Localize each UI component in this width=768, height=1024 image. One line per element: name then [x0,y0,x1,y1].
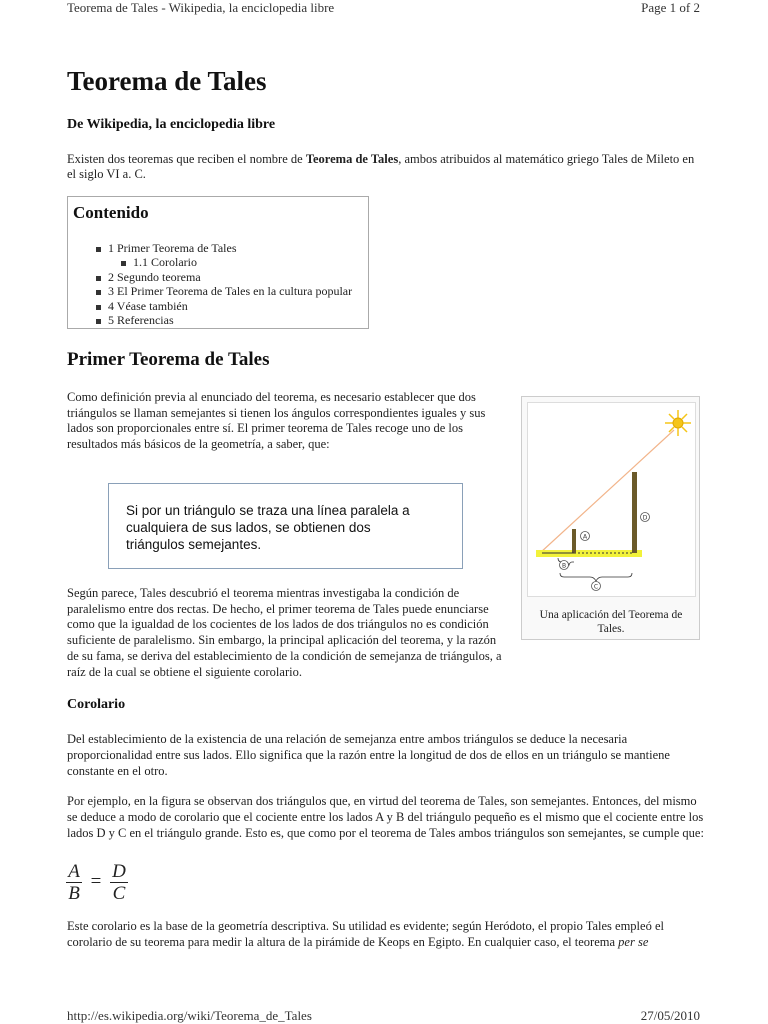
toc-item-referencias[interactable]: 5 Referencias [95,313,352,327]
toc-title: Contenido [73,203,149,222]
large-pole [632,472,637,553]
intro-text-after: , ambos atribuidos al matemático griego Tales de Mileto en el siglo VI a. C. [67,152,695,181]
sun-ray [540,430,674,553]
section-heading-primer-teorema: Primer Teorema de Tales [67,349,270,370]
site-subtitle: De Wikipedia, la enciclopedia libre [67,117,276,132]
ratio-formula [66,862,131,904]
label-a-marker [581,532,590,541]
toc-item-corolario[interactable]: 1.1 Corolario [95,255,352,269]
per-se-italic: per se [618,935,649,949]
label-c-marker [592,582,601,591]
print-footer-date: 27/05/2010 [640,1008,700,1023]
corolario-paragraph-1: Del establecimiento de la existencia de una relación de semejanza entre ambos triángulos se deduce la necesaria proporcionalidad entre sus lados. Ello significa que la razón entre la longitud de dos de ellos en un triángulo se mantiene constante en el otro. [67,732,670,778]
history-paragraph: Según parece, Tales descubrió el teorema mientras investigaba la condición de paralelismo entre dos rectas. De hecho, el primer teorema de Tales puede enunciarse como que la igualdad de los cocientes de los lados de dos triángulos no es condición suficiente de paralelismo. Sin embargo, la principal aplicación del teorema, y la razón de su fama, se deriva del establecimiento de la condición de semejanza de triángulos, a raíz de la cual se obtiene el siguiente corolario. [67,586,502,679]
label-c: C [593,583,599,591]
intro-paragraph [67,152,697,182]
toc-item-cultura-popular[interactable]: 3 El Primer Teorema de Tales en la cultura popular [95,284,352,298]
theorem-statement: Si por un triángulo se traza una línea paralela a cualquiera de sus lados, se obtienen dos triángulos semejantes. [126,503,410,552]
brace-c [560,573,632,581]
thales-diagram[interactable] [527,402,696,597]
thumbnail-figure [521,396,700,640]
page-indicator: Page 1 of 2 [641,0,700,15]
label-d: D [642,514,648,522]
toc-list [95,241,352,327]
corolario-paragraph-3 [67,918,707,950]
formula-num-2: D [112,861,126,882]
toc-item-primer-teorema[interactable]: 1 Primer Teorema de Tales [95,241,352,255]
label-a: A [582,533,588,541]
toc-item-vease-tambien[interactable]: 4 Véase también [95,299,352,313]
label-b-marker [560,561,569,570]
sun-icon [665,410,691,436]
label-b: B [561,562,567,570]
table-of-contents [67,196,369,329]
corolario-paragraph-2: Por ejemplo, en la figura se observan dos triángulos que, en virtud del teorema de Tales, son semejantes. Entonces, del mismo se deduce a modo de corolario que el cociente entre los lados A y B del triángulo pequeño es el mismo que el cociente entre los lados D y C en el triángulo grande. Esto es, que como por el teorema de Tales ambos triángulos son semejantes, se cumple que: [67,794,704,840]
intro-text-before: Existen dos teoremas que reciben el nombre de [67,152,306,166]
print-footer-url: http://es.wikipedia.org/wiki/Teorema_de_Tales [67,1008,312,1023]
subsection-heading-corolario: Corolario [67,697,126,712]
toc-item-segundo-teorema[interactable]: 2 Segundo teorema [95,270,352,284]
formula-den-2: C [112,883,126,904]
formula-equals: = [90,871,102,892]
intro-bold: Teorema de Tales [305,152,399,166]
corolario-text-3: Este corolario es la base de la geometría descriptiva. Su utilidad es evidente; según Heródoto, el propio Tales empleó el corolario de su teorema para medir la altura de la pirámide de Keops en Egipto. En cualquier caso, el teorema [67,919,664,949]
definition-paragraph: Como definición previa al enunciado del teorema, es necesario establecer que dos triángulos se llaman semejantes si tienen los ángulos correspondientes iguales y sus lados son proporcionales entre sí. El primer teorema de Tales recoge uno de los resultados más básicos de la geometría, a saber, que: [67,390,486,451]
theorem-quote-box [108,483,463,569]
figure-caption: Una aplicación del Teorema de Tales. [539,609,683,635]
label-d-marker [641,513,650,522]
print-header-title: Teorema de Tales - Wikipedia, la enciclopedia libre [67,0,335,15]
small-pole [572,529,576,553]
formula-num-1: A [68,861,80,882]
formula-den-1: B [68,883,80,904]
page-title: Teorema de Tales [67,66,267,96]
thales-diagram-svg [528,403,695,596]
